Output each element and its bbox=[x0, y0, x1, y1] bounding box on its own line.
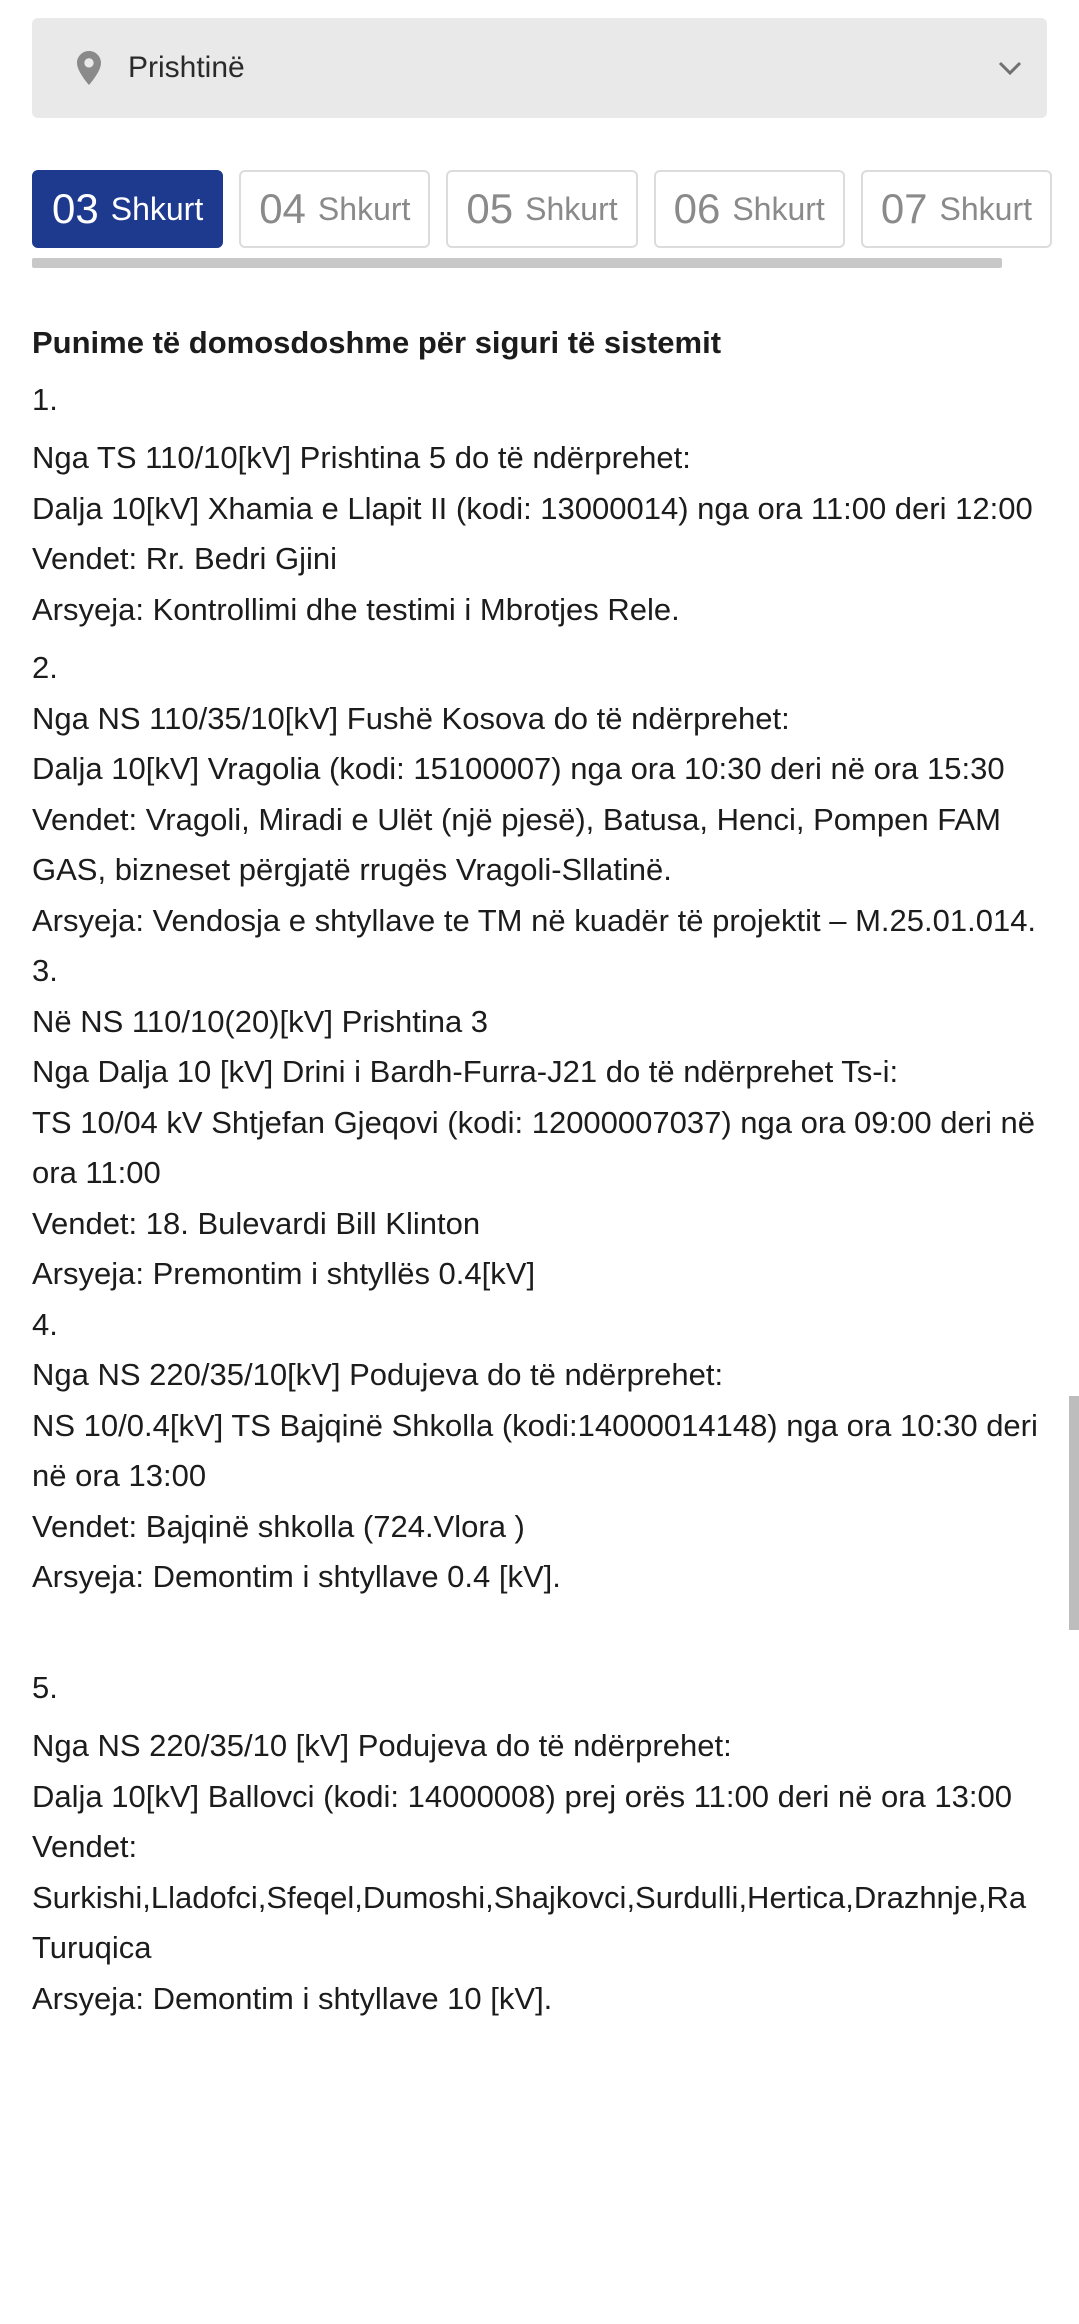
date-tab-day: 06 bbox=[673, 185, 721, 232]
date-tab-04[interactable] bbox=[239, 170, 430, 248]
date-tab-06[interactable] bbox=[654, 170, 845, 248]
item-line: TS 10/04 kV Shtjefan Gjeqovi (kodi: 12000007037) nga ora 09:00 deri në ora 11:00 bbox=[32, 1104, 1036, 1190]
item-line: Surkishi,Lladofci,Sfeqel,Dumoshi,Shajkovci,Surdulli,Hertica,Drazhnje,Ra bbox=[32, 1879, 1027, 1915]
date-tab-month: Shkurt bbox=[525, 190, 618, 227]
date-tabs-scrollbar[interactable] bbox=[32, 258, 1002, 268]
item-line: Nga NS 220/35/10[kV] Podujeva do të ndërprehet: bbox=[32, 1357, 724, 1392]
location-value: Prishtinë bbox=[128, 51, 245, 84]
item-line: Arsyeja: Vendosja e shtyllave te TM në kuadër të projektit – M.25.01.014. bbox=[32, 902, 1037, 938]
location-pin-icon bbox=[72, 50, 106, 86]
spacer bbox=[32, 1603, 1072, 1663]
item-number: 4. bbox=[32, 1306, 58, 1342]
location-select[interactable] bbox=[32, 18, 1047, 118]
item-line: NS 10/0.4[kV] TS Bajqinë Shkolla (kodi:14000014148) nga ora 10:30 deri në ora 13:00 bbox=[32, 1407, 1038, 1493]
item-line: Arsyeja: Kontrollimi dhe testimi i Mbrotjes Rele. bbox=[32, 591, 680, 627]
notice-heading: Punime të domosdoshme për siguri të sistemit bbox=[32, 325, 722, 360]
outage-notice bbox=[32, 318, 1072, 2024]
date-tab-day: 07 bbox=[880, 185, 928, 232]
date-tab-month: Shkurt bbox=[732, 190, 825, 227]
item-line: Vendet: 18. Bulevardi Bill Klinton bbox=[32, 1205, 481, 1241]
item-line: Dalja 10[kV] Vragolia (kodi: 15100007) nga ora 10:30 deri në ora 15:30 bbox=[32, 751, 1005, 786]
item-line: Nga TS 110/10[kV] Prishtina 5 do të ndërprehet: bbox=[32, 440, 691, 475]
item-number: 2. bbox=[32, 650, 58, 685]
item-line: Nga NS 110/35/10[kV] Fushë Kosova do të ndërprehet: bbox=[32, 700, 790, 736]
page-scrollbar[interactable] bbox=[1069, 1396, 1079, 1630]
item-line: Nga Dalja 10 [kV] Drini i Bardh-Furra-J21 do të ndërprehet Ts-i: bbox=[32, 1054, 899, 1089]
date-tab-month: Shkurt bbox=[939, 190, 1033, 227]
item-number: 3. bbox=[32, 953, 58, 988]
item-line: Dalja 10[kV] Ballovci (kodi: 14000008) prej orës 11:00 deri në ora 13:00 bbox=[32, 1778, 1012, 1814]
date-tabs bbox=[32, 170, 1079, 254]
item-line: Turuqica bbox=[32, 1930, 152, 1965]
item-line: Vendet: Bajqinë shkolla (724.Vlora ) bbox=[32, 1508, 525, 1544]
item-line: Arsyeja: Demontim i shtyllave 10 [kV]. bbox=[32, 1980, 553, 2016]
item-line: Vendet: Vragoli, Miradi e Ulët (një pjesë), Batusa, Henci, Pompen FAM GAS, bizneset përgjatë rrugës Vragoli-Sllatinë. bbox=[32, 801, 1001, 887]
item-line: Vendet: Rr. Bedri Gjini bbox=[32, 541, 337, 576]
date-tab-day: 05 bbox=[466, 185, 514, 232]
date-tab-05[interactable] bbox=[446, 170, 637, 248]
date-tab-month: Shkurt bbox=[110, 190, 204, 227]
item-line: Arsyeja: Demontim i shtyllave 0.4 [kV]. bbox=[32, 1559, 561, 1594]
date-tab-03[interactable] bbox=[32, 170, 223, 248]
item-line: Dalja 10[kV] Xhamia e Llapit II (kodi: 13000014) nga ora 11:00 deri 12:00 bbox=[32, 490, 1033, 526]
item-number: 5. bbox=[32, 1669, 58, 1705]
item-line: Vendet: bbox=[32, 1829, 138, 1864]
date-tab-month: Shkurt bbox=[317, 190, 411, 227]
date-tab-day: 03 bbox=[52, 185, 99, 232]
date-tab-07[interactable] bbox=[861, 170, 1052, 248]
item-number: 1. bbox=[32, 381, 58, 417]
item-line: Nga NS 220/35/10 [kV] Podujeva do të ndërprehet: bbox=[32, 1728, 732, 1763]
date-tab-day: 04 bbox=[259, 185, 306, 232]
item-line: Arsyeja: Premontim i shtyllës 0.4[kV] bbox=[32, 1256, 536, 1291]
chevron-down-icon[interactable] bbox=[995, 53, 1025, 83]
item-line: Në NS 110/10(20)[kV] Prishtina 3 bbox=[32, 1003, 489, 1039]
